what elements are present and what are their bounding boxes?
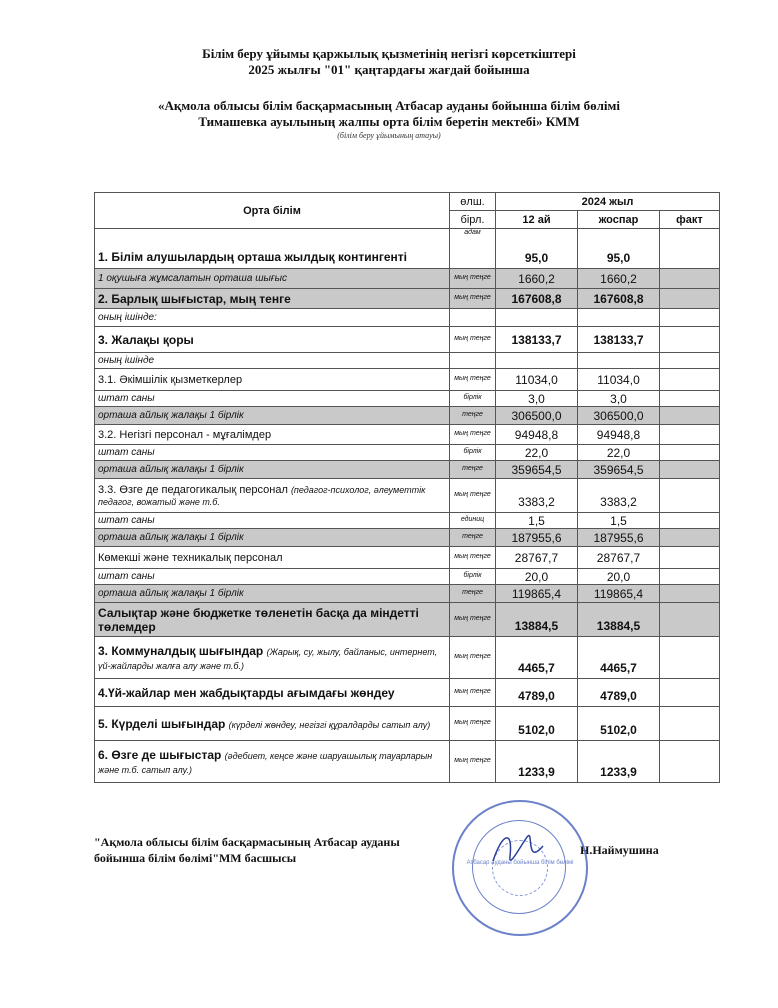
- row-label: 3.3. Өзге де педагогикалық персонал (педагог-психолог, әлеуметтік педагог, вожатый және т.б.: [95, 479, 450, 513]
- row-unit: [450, 309, 496, 327]
- row-label: Салықтар және бюджетке төленетін басқа да міндетті төлемдер: [95, 603, 450, 637]
- cell-plan: 5102,0: [578, 707, 660, 741]
- row-unit: мың теңге: [450, 269, 496, 289]
- table-row: [95, 707, 720, 741]
- row-unit: мың теңге: [450, 479, 496, 513]
- cell-plan: 3383,2: [578, 479, 660, 513]
- cell-fact: [660, 369, 720, 391]
- cell-plan: 3,0: [578, 391, 660, 407]
- row-label: 4.Үй-жайлар мен жабдықтарды ағымдағы жөндеу: [95, 679, 450, 707]
- cell-plan: [578, 353, 660, 369]
- cell-m12: [496, 353, 578, 369]
- cell-m12: 28767,7: [496, 547, 578, 569]
- cell-fact: [660, 407, 720, 425]
- cell-m12: 1660,2: [496, 269, 578, 289]
- row-label: 1 оқушыға жұмсалатын орташа шығыс: [95, 269, 450, 289]
- cell-m12: 95,0: [496, 229, 578, 269]
- row-unit: мың теңге: [450, 289, 496, 309]
- cell-fact: [660, 513, 720, 529]
- row-label: орташа айлық жалақы 1 бірлік: [95, 529, 450, 547]
- row-unit: адам: [450, 229, 496, 269]
- row-unit: мың теңге: [450, 707, 496, 741]
- cell-plan: 1,5: [578, 513, 660, 529]
- cell-m12: 11034,0: [496, 369, 578, 391]
- row-label: оның ішінде: [95, 353, 450, 369]
- table-row: [95, 585, 720, 603]
- row-label: орташа айлық жалақы 1 бірлік: [95, 461, 450, 479]
- table-row: [95, 479, 720, 513]
- row-unit: единиц: [450, 513, 496, 529]
- row-label: 6. Өзге де шығыстар (әдебиет, кеңсе және шаруашылық тауарларын және т.б. сатып алу.): [95, 741, 450, 783]
- header-row: [95, 193, 720, 211]
- cell-m12: 138133,7: [496, 327, 578, 353]
- cell-fact: [660, 461, 720, 479]
- cell-m12: 1233,9: [496, 741, 578, 783]
- table-row: [95, 353, 720, 369]
- cell-m12: 5102,0: [496, 707, 578, 741]
- row-unit: мың теңге: [450, 679, 496, 707]
- row-unit: теңге: [450, 585, 496, 603]
- cell-fact: [660, 289, 720, 309]
- row-label: 3.2. Негізгі персонал - мұғалімдер: [95, 425, 450, 445]
- cell-plan: 1660,2: [578, 269, 660, 289]
- row-label: 3. Жалақы қоры: [95, 327, 450, 353]
- row-label: штат саны: [95, 569, 450, 585]
- cell-plan: 22,0: [578, 445, 660, 461]
- cell-plan: 187955,6: [578, 529, 660, 547]
- table-row: [95, 391, 720, 407]
- table-row: [95, 529, 720, 547]
- row-label-note: (күрделі жөндеу, негізгі құралдарды сатып алу): [228, 719, 431, 730]
- row-label: орташа айлық жалақы 1 бірлік: [95, 407, 450, 425]
- table-row: [95, 637, 720, 679]
- cell-m12: 3,0: [496, 391, 578, 407]
- row-label: Көмекші және техникалық персонал: [95, 547, 450, 569]
- cell-plan: 94948,8: [578, 425, 660, 445]
- cell-plan: 20,0: [578, 569, 660, 585]
- cell-plan: 359654,5: [578, 461, 660, 479]
- table-row: [95, 269, 720, 289]
- table-row: [95, 229, 720, 269]
- cell-fact: [660, 425, 720, 445]
- row-label: оның ішінде:: [95, 309, 450, 327]
- cell-m12: 1,5: [496, 513, 578, 529]
- row-label: 3. Коммуналдық шығындар (Жарық, су, жылу, байланыс, интернет, үй-жайларды жалға алу және т.б.): [95, 637, 450, 679]
- cell-fact: [660, 353, 720, 369]
- cell-fact: [660, 547, 720, 569]
- signature: [488, 826, 548, 876]
- table-row: [95, 547, 720, 569]
- table-row: [95, 741, 720, 783]
- row-unit: бірлік: [450, 569, 496, 585]
- cell-m12: 306500,0: [496, 407, 578, 425]
- cell-fact: [660, 603, 720, 637]
- row-label: 2. Барлық шығыстар, мың тенге: [95, 289, 450, 309]
- cell-m12: 187955,6: [496, 529, 578, 547]
- table-row: [95, 679, 720, 707]
- cell-m12: 3383,2: [496, 479, 578, 513]
- table-row: [95, 461, 720, 479]
- footer-org-line2: бойынша білім бөлімі"ММ басшысы: [94, 851, 297, 865]
- cell-fact: [660, 679, 720, 707]
- row-unit: теңге: [450, 529, 496, 547]
- signer-name: Н.Наймушина: [580, 843, 659, 857]
- cell-m12: 4789,0: [496, 679, 578, 707]
- cell-fact: [660, 391, 720, 407]
- cell-m12: 167608,8: [496, 289, 578, 309]
- seal-text: Атбасар ауданы бойынша білім бөлімі: [466, 860, 574, 866]
- table-row: [95, 513, 720, 529]
- table-row: [95, 309, 720, 327]
- org-name-line1: «Ақмола облысы білім басқармасының Атбасар ауданы бойынша білім бөлімі: [158, 98, 620, 113]
- col-section-header: Орта білім: [95, 193, 450, 229]
- table-row: [95, 407, 720, 425]
- row-unit: теңге: [450, 407, 496, 425]
- cell-fact: [660, 269, 720, 289]
- cell-fact: [660, 741, 720, 783]
- cell-plan: 28767,7: [578, 547, 660, 569]
- row-unit: мың теңге: [450, 637, 496, 679]
- table-row: [95, 603, 720, 637]
- col-plan-header: жоспар: [578, 211, 660, 229]
- cell-plan: 119865,4: [578, 585, 660, 603]
- row-unit: [450, 353, 496, 369]
- cell-m12: 20,0: [496, 569, 578, 585]
- cell-m12: 94948,8: [496, 425, 578, 445]
- row-unit: бірлік: [450, 391, 496, 407]
- row-label: штат саны: [95, 391, 450, 407]
- table-row: [95, 289, 720, 309]
- row-label: 3.1. Әкімшілік қызметкерлер: [95, 369, 450, 391]
- row-label-note: (педагог-психолог, әлеуметтік педагог, вожатый және т.б.: [98, 484, 426, 507]
- cell-plan: 13884,5: [578, 603, 660, 637]
- cell-plan: 11034,0: [578, 369, 660, 391]
- row-unit: мың теңге: [450, 547, 496, 569]
- row-unit: бірлік: [450, 445, 496, 461]
- cell-m12: 119865,4: [496, 585, 578, 603]
- cell-fact: [660, 707, 720, 741]
- cell-m12: 359654,5: [496, 461, 578, 479]
- cell-fact: [660, 569, 720, 585]
- cell-plan: 306500,0: [578, 407, 660, 425]
- row-label: 5. Күрделі шығындар (күрделі жөндеу, негізгі құралдарды сатып алу): [95, 707, 450, 741]
- col-unit-header-top: өлш.: [450, 193, 496, 211]
- cell-m12: 4465,7: [496, 637, 578, 679]
- cell-m12: [496, 309, 578, 327]
- row-label: штат саны: [95, 445, 450, 461]
- table-row: [95, 425, 720, 445]
- cell-fact: [660, 327, 720, 353]
- cell-fact: [660, 309, 720, 327]
- row-unit: мың теңге: [450, 603, 496, 637]
- row-unit: мың теңге: [450, 741, 496, 783]
- col-year-header: 2024 жыл: [496, 193, 720, 211]
- cell-plan: 1233,9: [578, 741, 660, 783]
- cell-m12: 13884,5: [496, 603, 578, 637]
- cell-fact: [660, 529, 720, 547]
- cell-fact: [660, 637, 720, 679]
- indicators-table: [94, 192, 720, 783]
- col-unit-header-bottom: бірл.: [450, 211, 496, 229]
- cell-fact: [660, 585, 720, 603]
- row-unit: мың теңге: [450, 425, 496, 445]
- table-row: [95, 569, 720, 585]
- report-date: 2025 жылғы "01" қаңтардағы жағдай бойынша: [248, 62, 530, 77]
- org-name-line2: Тимашевка ауылының жалпы орта білім беретін мектебі» КММ: [198, 114, 580, 129]
- cell-m12: 22,0: [496, 445, 578, 461]
- table-row: [95, 369, 720, 391]
- row-label: 1. Білім алушылардың орташа жылдық контингенті: [95, 229, 450, 269]
- cell-plan: 4789,0: [578, 679, 660, 707]
- footer-org-line1: "Ақмола облысы білім басқармасының Атбасар ауданы: [94, 835, 400, 849]
- org-caption: (білім беру ұйымының атауы): [337, 131, 441, 140]
- table-row: [95, 327, 720, 353]
- col-fact-header: факт: [660, 211, 720, 229]
- cell-plan: 4465,7: [578, 637, 660, 679]
- row-label-note: (Жарық, су, жылу, байланыс, интернет, үй-жайларды жалға алу және т.б.): [98, 646, 438, 671]
- col-12-header: 12 ай: [496, 211, 578, 229]
- row-unit: мың теңге: [450, 369, 496, 391]
- row-unit: теңге: [450, 461, 496, 479]
- row-label: орташа айлық жалақы 1 бірлік: [95, 585, 450, 603]
- cell-plan: 167608,8: [578, 289, 660, 309]
- cell-fact: [660, 445, 720, 461]
- row-label-note: (әдебиет, кеңсе және шаруашылық тауарларын және т.б. сатып алу.): [98, 750, 433, 775]
- cell-plan: 95,0: [578, 229, 660, 269]
- table-row: [95, 445, 720, 461]
- report-title: Білім беру ұйымы қаржылық қызметінің негізгі көрсеткіштері: [202, 46, 576, 61]
- row-label: штат саны: [95, 513, 450, 529]
- cell-fact: [660, 479, 720, 513]
- cell-plan: [578, 309, 660, 327]
- row-unit: мың теңге: [450, 327, 496, 353]
- cell-plan: 138133,7: [578, 327, 660, 353]
- cell-fact: [660, 229, 720, 269]
